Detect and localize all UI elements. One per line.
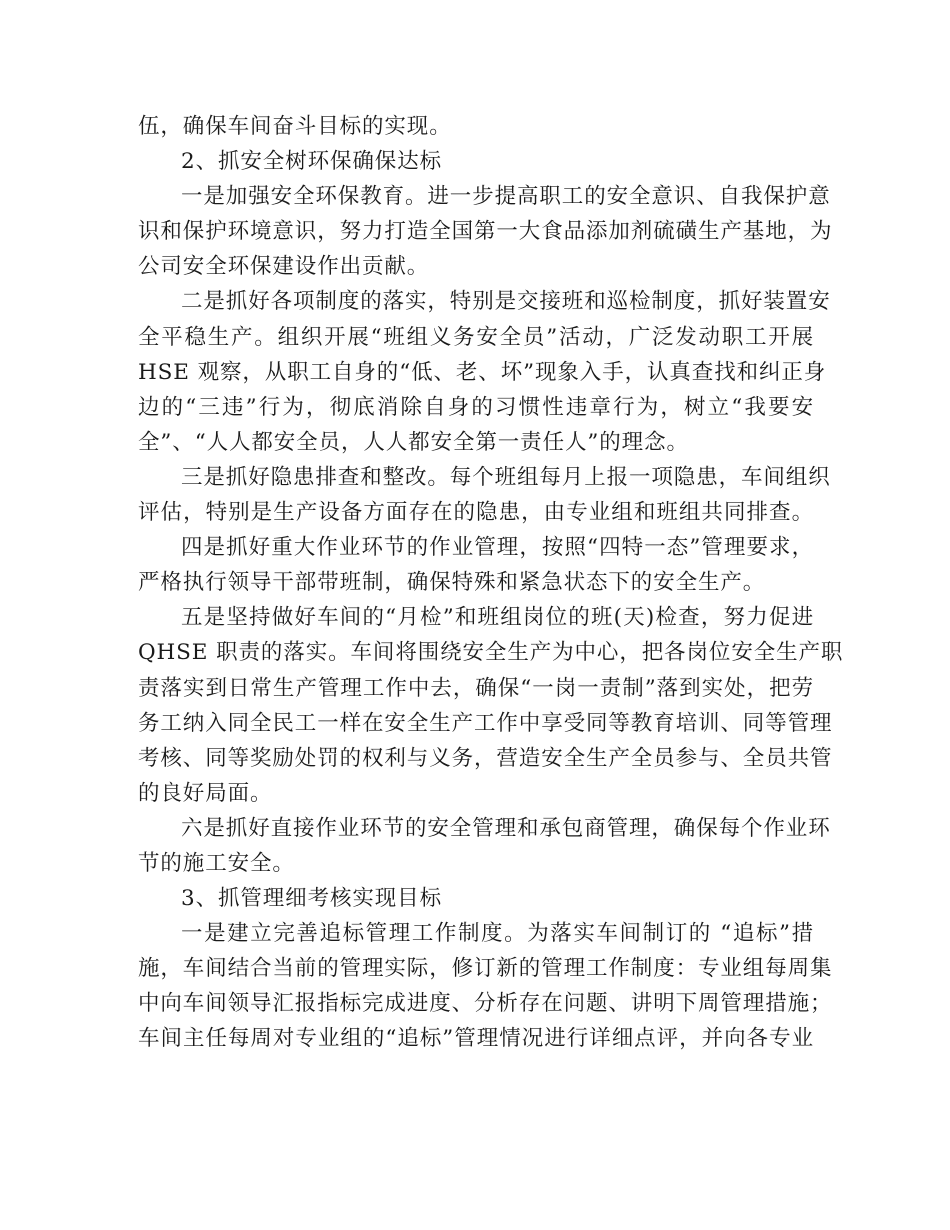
text-line: 公司安全环保建设作出贡献。 [138, 254, 430, 280]
text-line: 3、抓管理细考核实现目标 [181, 886, 442, 912]
text-line: 识和保护环境意识，努力打造全国第一大食品添加剂硫磺生产基地，为 [138, 219, 833, 245]
text-line: 节的施工安全。 [138, 850, 295, 876]
text-line: 严格执行领导干部带班制，确保特殊和紧急状态下的安全生产。 [138, 570, 766, 596]
text-line: 车间主任每周对专业组的“追标”管理情况进行详细点评，并向各专业 [138, 1026, 814, 1052]
text-line: 全”、“人人都安全员，人人都安全第一责任人”的理念。 [138, 429, 689, 455]
text-line: 二是抓好各项制度的落实，特别是交接班和巡检制度，抓好装置安 [181, 289, 831, 315]
text-line: 中向车间领导汇报指标完成进度、分析存在问题、讲明下周管理措施； [138, 991, 833, 1017]
text-line: 责落实到日常生产管理工作中去，确保“一岗一责制”落到实处，把劳 [138, 675, 814, 701]
text-line: 边的“三违”行为，彻底消除自身的习惯性违章行为，树立“我要安 [138, 394, 814, 420]
text-line: 全平稳生产。组织开展“班组义务安全员”活动，广泛发动职工开展 [138, 324, 814, 350]
text-line: 施，车间结合当前的管理实际，修订新的管理工作制度：专业组每周集 [138, 956, 833, 982]
text-line: 五是坚持做好车间的“月检”和班组岗位的班(天)检查，努力促进 [181, 605, 814, 631]
text-line: QHSE 职责的落实。车间将围绕安全生产为中心，把各岗位安全生产职 [138, 640, 844, 666]
text-line: 评估，特别是生产设备方面存在的隐患，由专业组和班组共同排查。 [138, 500, 814, 526]
text-line: 三是抓好隐患排查和整改。每个班组每月上报一项隐患，车间组织 [181, 464, 831, 490]
text-line: 务工纳入同全民工一样在安全生产工作中享受同等教育培训、同等管理 [138, 710, 833, 736]
text-line: 六是抓好直接作业环节的安全管理和承包商管理，确保每个作业环 [181, 815, 831, 841]
text-line: 考核、同等奖励处罚的权利与义务，营造安全生产全员参与、全员共管 [138, 745, 833, 771]
text-line: 的良好局面。 [138, 780, 273, 806]
text-line: 一是建立完善追标管理工作制度。为落实车间制订的 “追标”措 [181, 921, 814, 947]
text-line: 一是加强安全环保教育。进一步提高职工的安全意识、自我保护意 [181, 184, 831, 210]
document-page [138, 109, 844, 1057]
text-line: 2、抓安全树环保确保达标 [181, 149, 442, 175]
text-line: 四是抓好重大作业环节的作业管理，按照“四特一态”管理要求， [181, 535, 814, 561]
text-line: HSE 观察，从职工自身的“低、老、坏”现象入手，认真查找和纠正身 [138, 359, 827, 385]
text-line: 伍，确保车间奋斗目标的实现。 [138, 114, 452, 139]
